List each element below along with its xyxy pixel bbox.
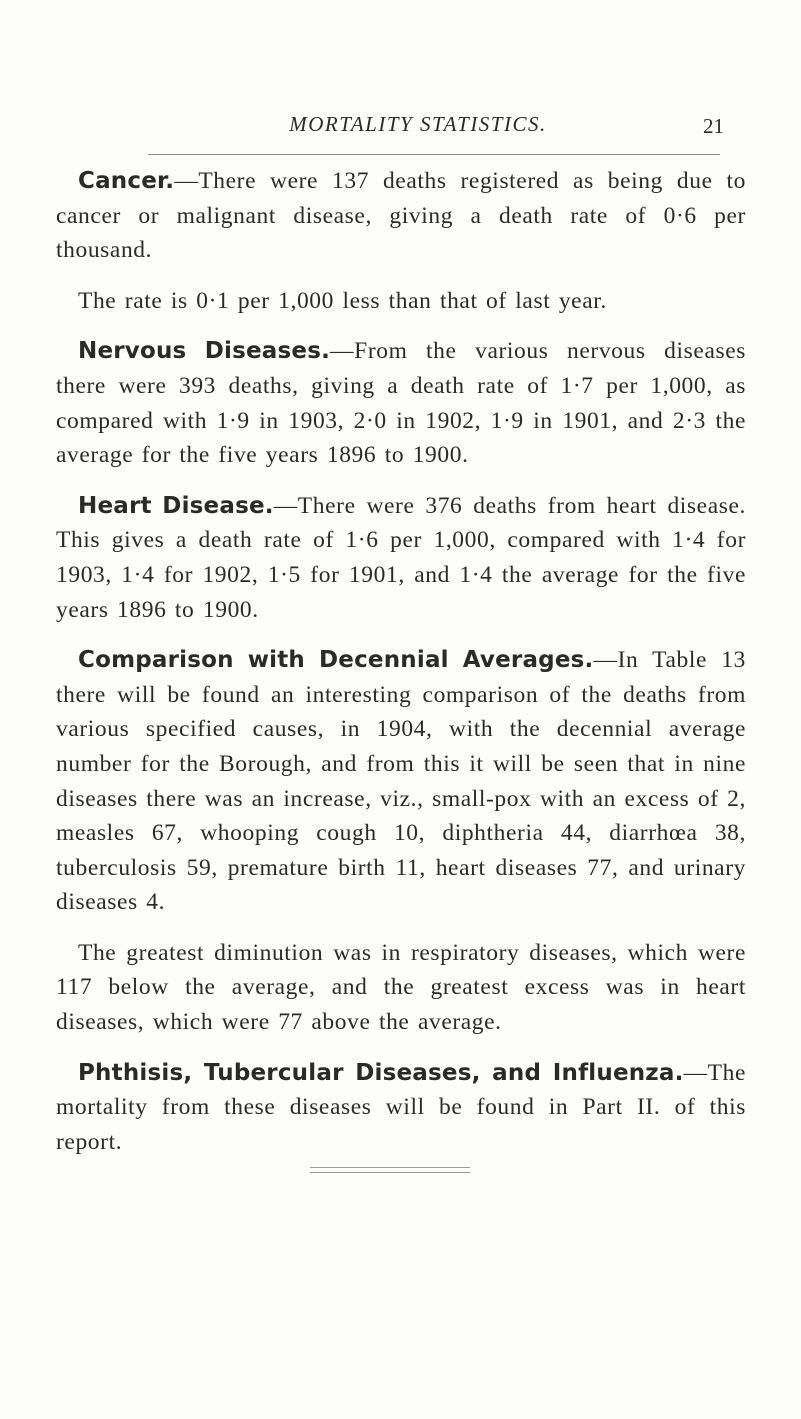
page-body [56, 164, 746, 1175]
cancer-paragraph [56, 164, 746, 268]
closing-double-rule [310, 1167, 470, 1173]
cancer-text: —There were 137 deaths registered as being due to cancer or malignant disease, giving a death rate of 0·6 per thousand. [56, 168, 746, 264]
page-header [112, 112, 724, 152]
comparison-text: —In Table 13 there will be found an interesting comparison of the deaths from various specified causes, in 1904, with the decennial average number for the Borough, and from this it will be seen that in nine diseases there was an increase, viz., small-pox with an excess of 2, measles 67, whooping cough 10, diphtheria 44, diarrhœa 38, tuberculosis 59, premature birth 11, heart diseases 77, and urinary diseases 4. [56, 647, 746, 916]
nervous-heading: Nervous Diseases. [78, 338, 331, 365]
nervous-text: —From the various nervous diseases there were 393 deaths, giving a death rate of 1·7 per 1,000, as compared with 1·9 in 1903, 2·0 in 1902, 1·9 in 1901, and 2·3 the average for the five years 1896 to 1900. [56, 338, 746, 469]
heart-paragraph [56, 489, 746, 627]
header-rule [148, 154, 720, 155]
running-title: MORTALITY STATISTICS. [289, 112, 547, 136]
cancer-heading: Cancer. [78, 168, 175, 194]
cancer-rate-paragraph [56, 284, 746, 319]
nervous-paragraph [56, 334, 746, 472]
phthisis-paragraph [56, 1056, 746, 1160]
page-number: 21 [703, 114, 724, 138]
phthisis-text: —The mortality from these diseases will be found in Part II. of this report. [56, 1059, 746, 1155]
comparison-paragraph [56, 643, 746, 920]
diminution-text: The greatest diminution was in respiratory diseases, which were 117 below the average, and the greatest excess was in heart diseases, which were 77 above the average. [56, 939, 746, 1036]
cancer-rate-text: The rate is 0·1 per 1,000 less than that of last year. [78, 287, 607, 314]
heart-heading: Heart Disease. [78, 492, 274, 519]
comparison-heading: Comparison with Decennial Averages. [78, 647, 594, 674]
phthisis-heading: Phthisis, Tubercular Diseases, and Influenza. [78, 1059, 684, 1086]
heart-text: —There were 376 deaths from heart disease. This gives a death rate of 1·6 per 1,000, compared with 1·4 for 1903, 1·4 for 1902, 1·5 for 1901, and 1·4 the average for the five years 1896 to 1900. [56, 492, 746, 623]
diminution-paragraph [56, 936, 746, 1040]
